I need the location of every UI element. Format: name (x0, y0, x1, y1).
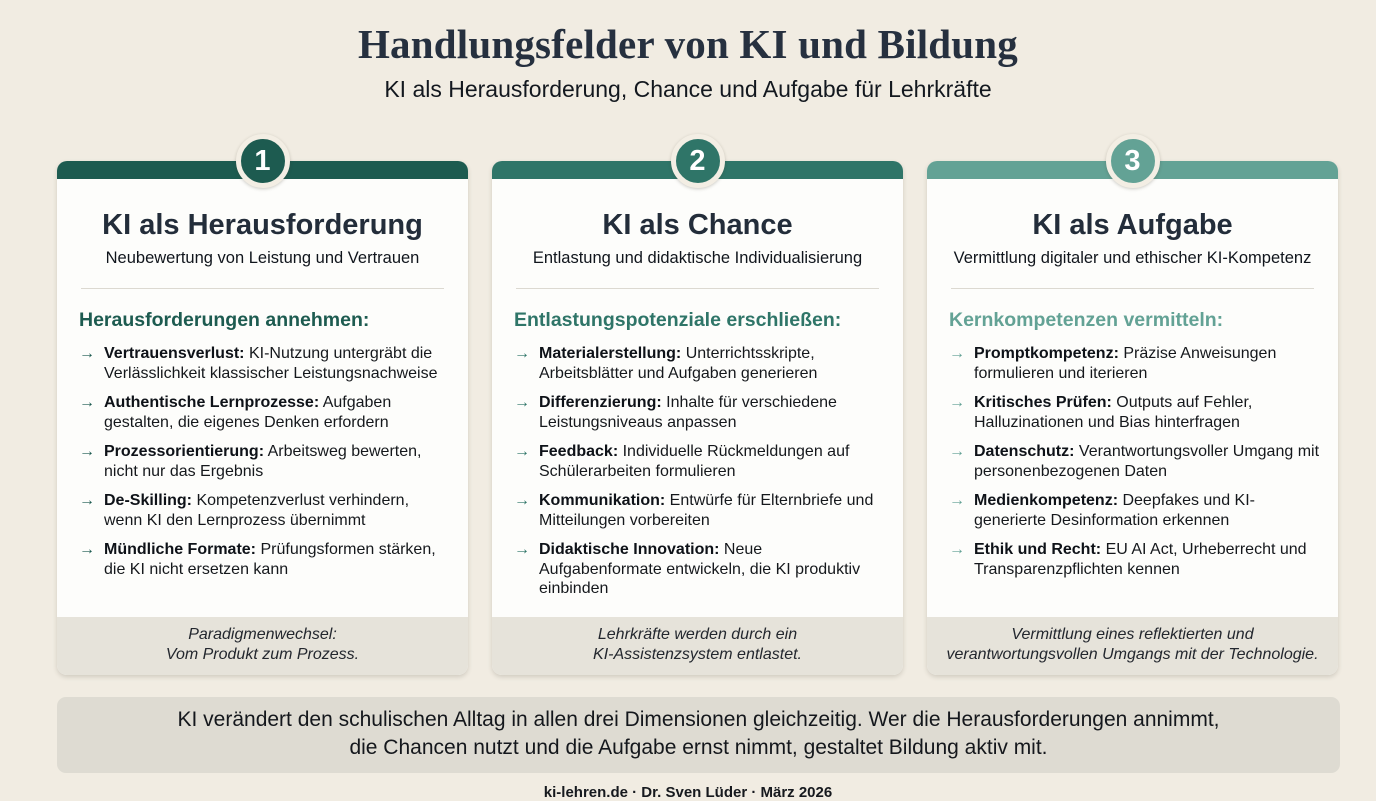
item-desc: Verantwortungsvoller Umgang mit personenbezogenen Daten (974, 443, 1320, 480)
divider (81, 288, 444, 289)
bullet-list (75, 344, 450, 589)
item-term: Kritisches Prüfen: (974, 394, 1112, 412)
card-number-badge: 3 (1106, 134, 1160, 188)
section-header: Entlastungspotenziale erschließen: (514, 309, 842, 331)
cards-row (57, 144, 1338, 675)
item-desc: Arbeitsweg bewerten, nicht nur das Ergebnis (104, 443, 422, 480)
card-subtitle: Vermittlung digitaler und ethischer KI-Kompetenz (953, 249, 1312, 267)
item-desc: Prüfungsformen stärken, die KI nicht ersetzen kann (104, 541, 436, 578)
item-term: Promptkompetenz: (974, 345, 1119, 362)
list-item-text (974, 442, 1320, 481)
footer-line: Paradigmenwechsel: (188, 625, 337, 643)
item-term: Kommunikation: (539, 492, 666, 510)
arrow-icon: → (949, 492, 965, 510)
list-item (510, 393, 885, 432)
arrow-icon: → (79, 394, 95, 412)
section-header: Herausforderungen annehmen: (79, 309, 370, 331)
footer-line: Vom Produkt zum Prozess. (165, 645, 360, 663)
page-subtitle: KI als Herausforderung, Chance und Aufgabe für Lehrkräfte (384, 76, 992, 102)
list-item (75, 442, 450, 481)
item-term: Mündliche Formate: (104, 541, 257, 559)
arrow-icon: → (514, 492, 530, 510)
card-subtitle: Entlastung und didaktische Individualisierung (532, 249, 863, 267)
item-term: Didaktische Innovation: (539, 541, 720, 559)
list-item-text (104, 344, 450, 383)
section-header: Kernkompetenzen vermitteln: (949, 309, 1224, 331)
list-item-text (974, 540, 1320, 579)
list-item (945, 442, 1320, 481)
summary-banner (57, 697, 1340, 774)
list-item-text (104, 393, 450, 432)
arrow-icon: → (514, 345, 530, 362)
card-title: KI als Aufgabe (1032, 209, 1233, 241)
card-footer-note (57, 617, 468, 675)
card-ki-als-chance (492, 144, 903, 675)
list-item-text (104, 442, 450, 481)
card-ki-als-herausforderung (57, 144, 468, 675)
item-desc: Deepfakes und KI-generierte Desinformation erkennen (974, 492, 1255, 529)
card-subtitle: Neubewertung von Leistung und Vertrauen (105, 249, 420, 267)
list-item-text (539, 540, 885, 599)
item-term: Differenzierung: (539, 394, 662, 412)
list-item (510, 442, 885, 481)
item-desc: EU AI Act, Urheberrecht und Transparenzpflichten kennen (974, 541, 1307, 578)
list-item (75, 393, 450, 432)
item-desc: Inhalte für verschiedene Leistungsniveaus anpassen (539, 394, 837, 431)
item-term: De-Skilling: (104, 492, 193, 510)
bullet-list (510, 344, 885, 609)
list-item (945, 393, 1320, 432)
footer-line: verantwortungsvollen Umgangs mit der Technologie. (946, 645, 1319, 663)
list-item-text (974, 393, 1320, 432)
list-item-text (104, 491, 450, 530)
item-term: Vertrauensverlust: (104, 345, 245, 362)
item-term: Authentische Lernprozesse: (104, 394, 320, 412)
item-term: Prozessorientierung: (104, 443, 265, 461)
bullet-list (945, 344, 1320, 589)
arrow-icon: → (79, 345, 95, 362)
list-item (945, 491, 1320, 530)
arrow-icon: → (949, 345, 965, 362)
card-footer-note (927, 617, 1338, 675)
footer-line: Vermittlung eines reflektierten und (1011, 625, 1254, 643)
list-item (75, 344, 450, 383)
summary-line: KI verändert den schulischen Alltag in allen drei Dimensionen gleichzeitig. Wer die Herausforderungen annimmt, (177, 707, 1220, 731)
divider (951, 288, 1314, 289)
item-desc: Outputs auf Fehler, Halluzinationen und Bias hinterfragen (974, 394, 1253, 431)
list-item (75, 491, 450, 530)
page-title: Handlungsfelder von KI und Bildung (357, 21, 1019, 67)
card-title: KI als Chance (602, 209, 793, 241)
item-desc: KI-Nutzung untergräbt die Verlässlichkeit klassischer Leistungsnachweise (104, 345, 438, 382)
footer-line: Lehrkräfte werden durch ein (597, 625, 798, 643)
list-item (510, 491, 885, 530)
arrow-icon: → (79, 492, 95, 510)
card-number-badge: 2 (671, 134, 725, 188)
arrow-icon: → (79, 541, 95, 559)
item-term: Feedback: (539, 443, 619, 461)
list-item-text (974, 344, 1320, 383)
list-item (945, 344, 1320, 383)
list-item-text (539, 442, 885, 481)
arrow-icon: → (514, 394, 530, 412)
card-footer-note (492, 617, 903, 675)
item-term: Ethik und Recht: (974, 541, 1102, 559)
item-term: Datenschutz: (974, 443, 1075, 461)
item-desc: Neue Aufgabenformate entwickeln, die KI produktiv einbinden (539, 541, 861, 598)
list-item-text (104, 540, 450, 579)
footer-line: KI-Assistenzsystem entlastet. (593, 645, 802, 663)
list-item (945, 540, 1320, 579)
credit-line: ki-lehren.de · Dr. Sven Lüder · März 2026 (543, 784, 833, 801)
arrow-icon: → (79, 443, 95, 461)
divider (516, 288, 879, 289)
arrow-icon: → (949, 443, 965, 461)
list-item-text (539, 344, 885, 383)
item-desc: Unterrichtsskripte, Arbeitsblätter und Aufgaben generieren (539, 345, 818, 382)
item-desc: Kompetenzverlust verhindern, wenn KI den Lernprozess übernimmt (104, 492, 410, 529)
item-desc: Aufgaben gestalten, die eigenes Denken erfordern (104, 394, 392, 431)
card-body (57, 179, 468, 617)
page-header (0, 0, 1376, 103)
list-item (510, 344, 885, 383)
arrow-icon: → (514, 443, 530, 461)
item-desc: Individuelle Rückmeldungen auf Schülerarbeiten formulieren (539, 443, 850, 480)
arrow-icon: → (949, 394, 965, 412)
card-body (927, 179, 1338, 617)
list-item-text (539, 393, 885, 432)
arrow-icon: → (514, 541, 530, 559)
card-ki-als-aufgabe (927, 144, 1338, 675)
item-desc: Entwürfe für Elternbriefe und Mitteilungen vorbereiten (539, 492, 874, 529)
summary-line: die Chancen nutzt und die Aufgabe ernst nimmt, gestaltet Bildung aktiv mit. (349, 736, 1048, 760)
list-item (510, 540, 885, 599)
list-item (75, 540, 450, 579)
list-item-text (539, 491, 885, 530)
card-number-badge: 1 (236, 134, 290, 188)
item-term: Medienkompetenz: (974, 492, 1119, 510)
item-desc: Präzise Anweisungen formulieren und iterieren (974, 345, 1277, 382)
list-item-text (974, 491, 1320, 530)
card-title: KI als Herausforderung (102, 209, 423, 241)
arrow-icon: → (949, 541, 965, 559)
item-term: Materialerstellung: (539, 345, 682, 362)
card-body (492, 179, 903, 617)
